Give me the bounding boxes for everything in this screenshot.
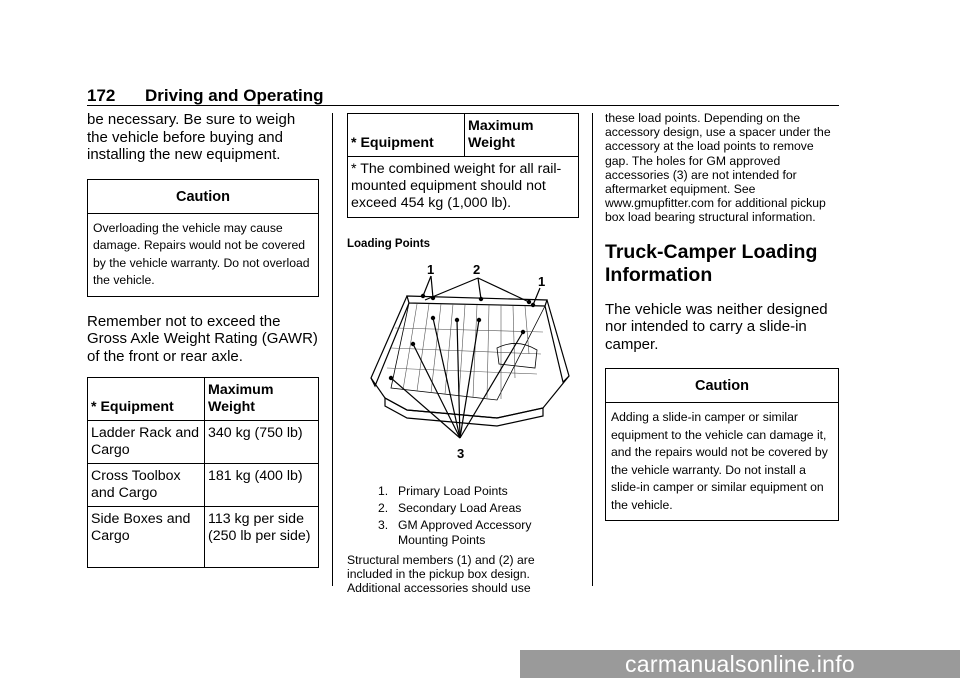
table-row (88, 420, 319, 463)
table-cell: Cross Toolbox and Cargo (88, 463, 205, 506)
list-item: 3. GM Approved Accessory Mounting Points (378, 518, 532, 547)
table-header-row (88, 377, 319, 420)
caution-text: Adding a slide-in camper or similar equipment to the vehicle can damage it, and the repairs would not be covered by the vehicle warranty. Do not install a slide-in camper or similar equipment on the vehicle. (611, 410, 828, 512)
table-cell: 113 kg per side (250 lb per side) (205, 506, 319, 567)
list-item: 1. Primary Load Points (378, 484, 508, 498)
box-left-rail (371, 296, 409, 386)
table-header-equipment: * Equipment (88, 377, 205, 420)
header-rule (87, 105, 839, 106)
figure-legend (347, 484, 579, 547)
table-row (88, 463, 319, 506)
table-cell: Side Boxes and Cargo (88, 506, 205, 567)
loading-points-illustration (347, 258, 579, 473)
figure-label-2: 2 (473, 262, 481, 277)
table-cell: 181 kg (400 lb) (205, 463, 319, 506)
figure-caption: Loading Points (347, 238, 431, 250)
column-divider-1 (332, 113, 333, 586)
list-item: 2. Secondary Load Areas (378, 501, 522, 516)
section-title: Driving and Operating (145, 86, 324, 105)
continued-paragraph: these load points. Depending on the accessory design, use a spacer under the accessory at the load points to remove gap. The holes for GM approved accessories (3) are not intended for aftermarket equipment. See www.gmupfitter.com for additional pickup box load bearing structural information. (605, 111, 831, 225)
column-1 (87, 111, 319, 568)
figure-label-1: 1 (427, 262, 435, 277)
combined-weight-note: * The combined weight for all rail-mounted equipment should not exceed 454 kg (1,000 lb). (347, 157, 579, 218)
caution-text: Overloading the vehicle may cause damage. Repairs would not be covered by the vehicle warranty. Do not overload the vehicle. (93, 220, 310, 288)
equipment-weight-table (87, 377, 319, 568)
equipment-weight-table-continued (347, 113, 579, 157)
column-2 (347, 113, 579, 595)
camper-paragraph: The vehicle was neither designed nor intended to carry a slide-in camper. (605, 300, 828, 353)
table-cell: Ladder Rack and Cargo (88, 420, 205, 463)
table-header-row (348, 114, 579, 157)
caution-box-camper (605, 368, 839, 521)
box-right-rail (545, 300, 569, 382)
table-header-weight: Maximum Weight (205, 377, 319, 420)
table-cell: 340 kg (750 lb) (205, 420, 319, 463)
structural-paragraph: Structural members (1) and (2) are included in the pickup box design. Additional accessories should use (347, 552, 535, 596)
wheel-well (497, 343, 537, 368)
truck-camper-heading: Truck-Camper Loading Information (605, 240, 818, 286)
page-header (87, 86, 324, 106)
table-row (88, 506, 319, 567)
caution-box-overloading (87, 179, 319, 297)
bed-ribs (387, 304, 543, 399)
table-header-equipment: * Equipment (348, 114, 465, 157)
gawr-paragraph: Remember not to exceed the Gross Axle Weight Rating (GAWR) of the front or rear axle. (87, 312, 318, 365)
figure-label-3: 3 (457, 446, 465, 461)
caution-title: Caution (606, 369, 838, 403)
intro-paragraph: be necessary. Be sure to weigh the vehicle before buying and installing the new equipment. (87, 111, 296, 164)
column-3 (605, 111, 839, 521)
figure-label-1-right: 1 (538, 274, 546, 289)
page-number: 172 (87, 86, 116, 105)
column-divider-2 (592, 113, 593, 586)
caution-title: Caution (88, 180, 318, 214)
watermark: carmanualsonline.info (520, 650, 960, 678)
table-header-weight: Maximum Weight (465, 114, 579, 157)
